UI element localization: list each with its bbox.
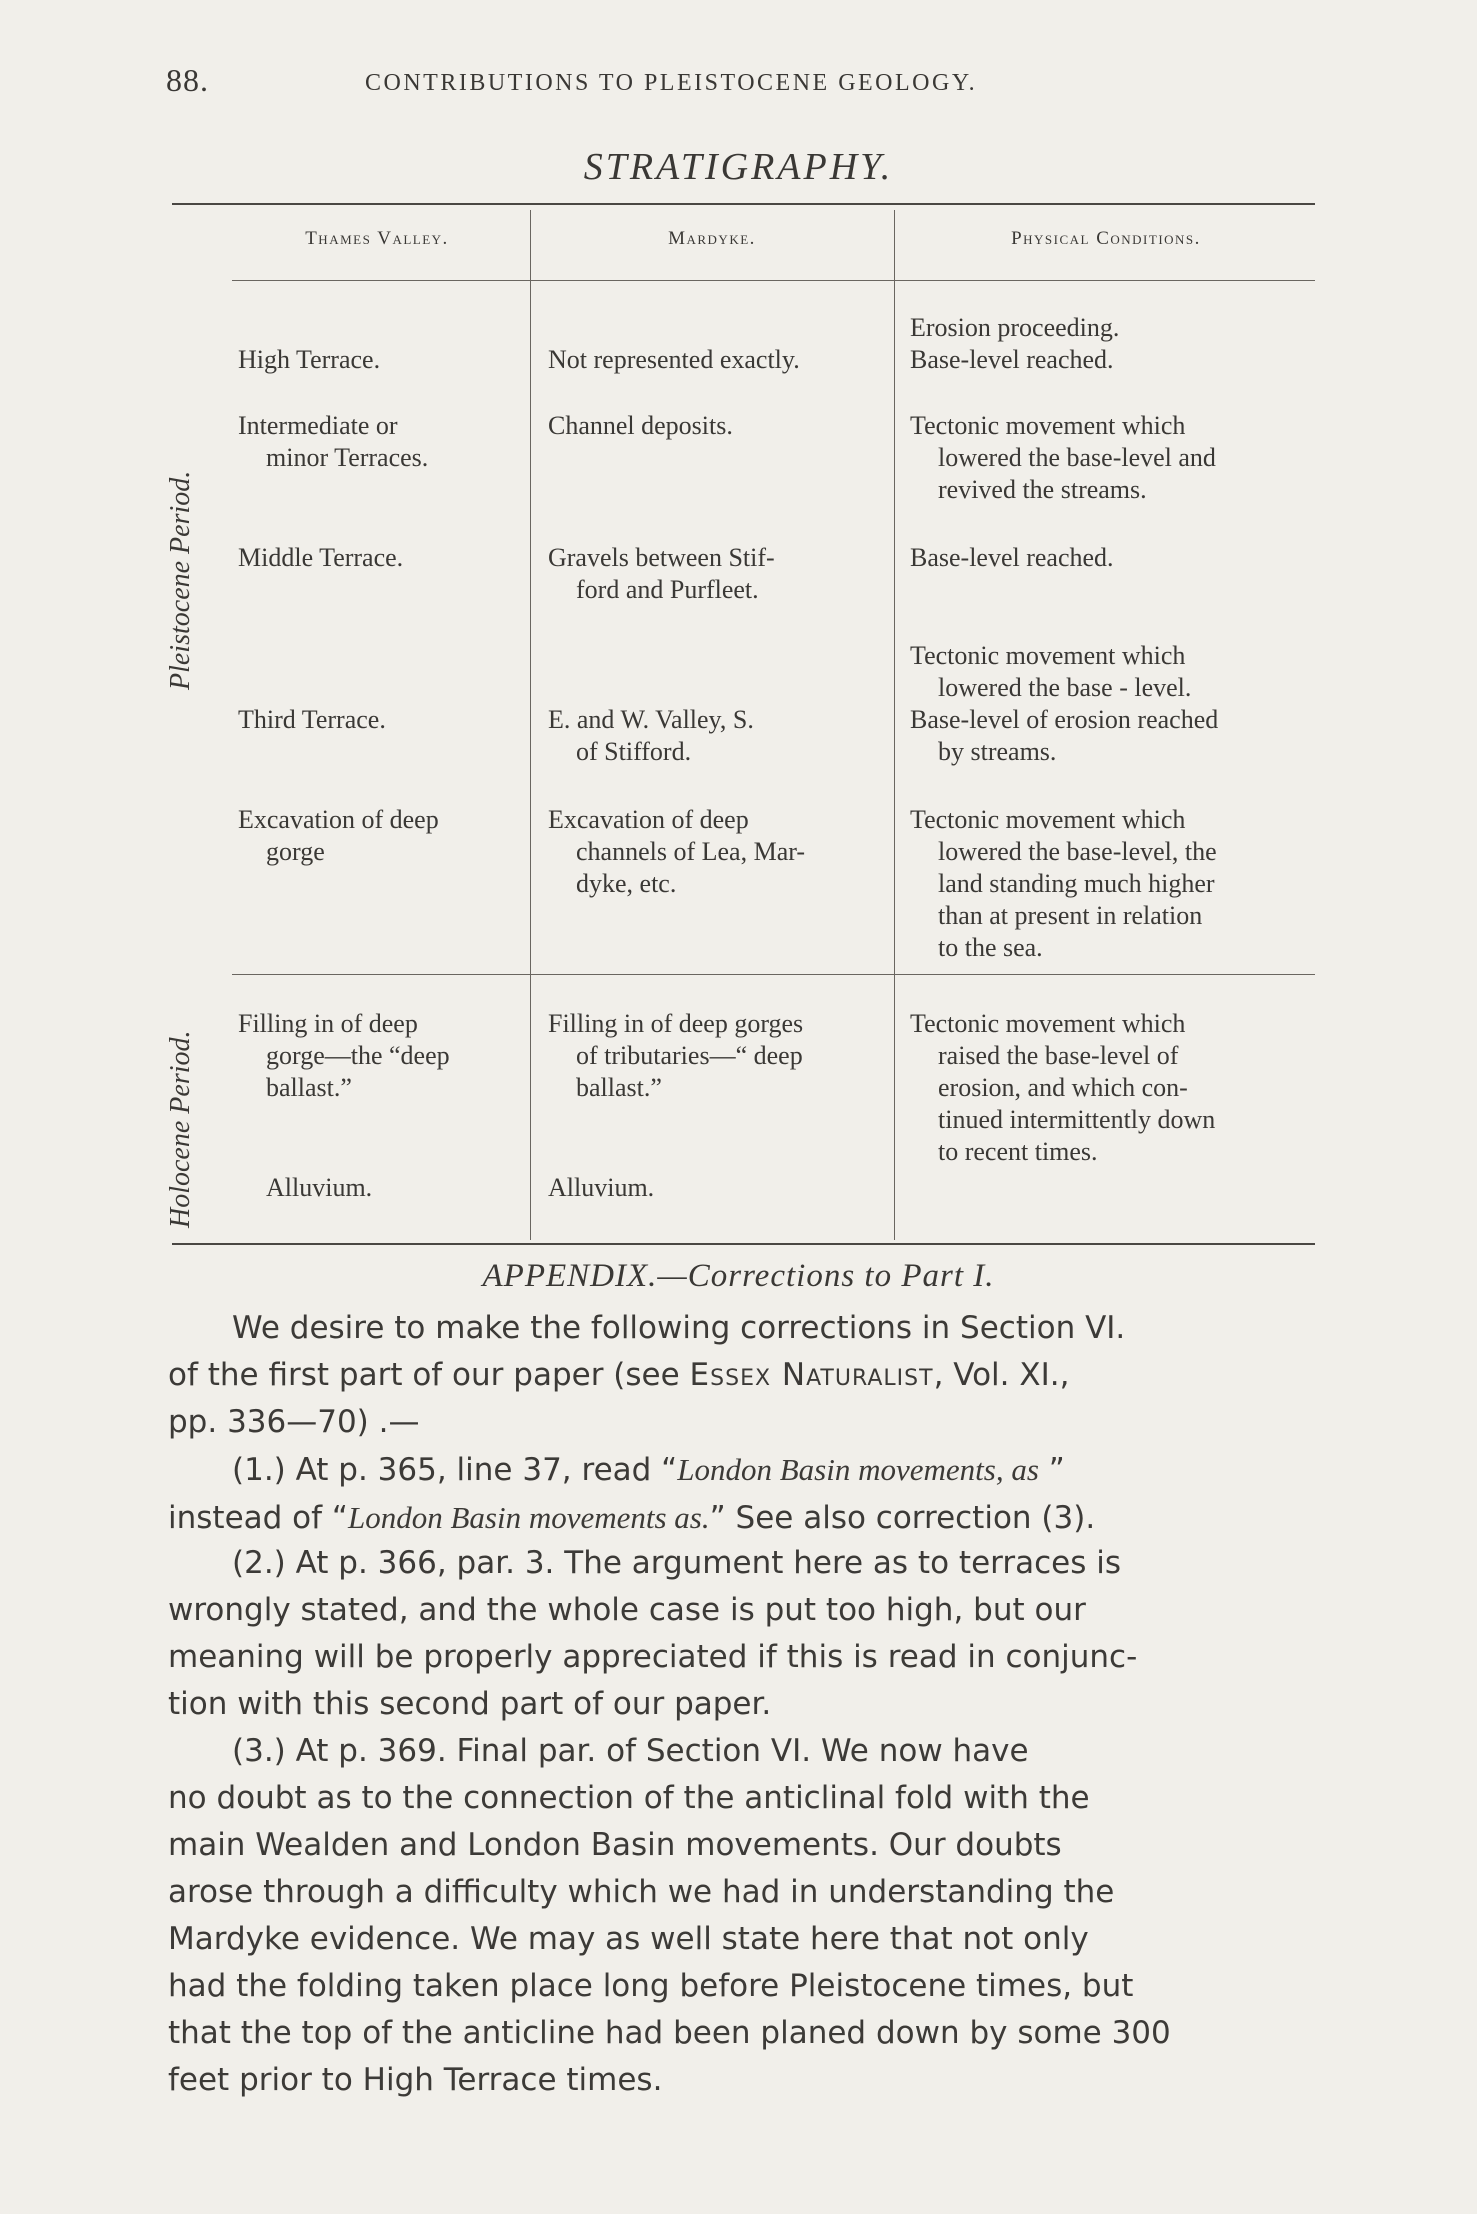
- text-line: that the top of the anticline had been planed down by some 300: [168, 2015, 1171, 2051]
- page-number: 88.: [166, 62, 209, 98]
- period-label-holocene: Holocene Period.: [165, 1030, 196, 1228]
- cell-line: dyke, etc.: [576, 869, 677, 898]
- cell-line: erosion, and which con-: [938, 1073, 1188, 1102]
- cell-line: than at present in relation: [938, 901, 1203, 930]
- text-line: We desire to make the following corrections in Section VI.: [232, 1310, 1126, 1346]
- text-line: main Wealden and London Basin movements. Our doubts: [168, 1827, 1062, 1863]
- table-cell: [548, 344, 800, 376]
- cell-line: to the sea.: [938, 933, 1043, 962]
- text-line: tion with this second part of our paper.: [168, 1686, 772, 1722]
- cell-line: Tectonic movement which: [910, 805, 1186, 834]
- text-line: [168, 1352, 1125, 1399]
- cell-line: to recent times.: [938, 1137, 1098, 1166]
- table-cell: [548, 704, 754, 768]
- column-header-mardyke: Mardyke.: [668, 228, 756, 249]
- cell-line: ballast.”: [266, 1073, 352, 1102]
- table-cell: [548, 1172, 654, 1204]
- text-line: (2.) At p. 366, par. 3. The argument here as to terraces is: [232, 1545, 1121, 1581]
- cell-line: lowered the base-level and: [938, 443, 1216, 472]
- cell-line: Gravels between Stif-: [548, 543, 775, 572]
- cell-line: Intermediate or: [238, 411, 398, 440]
- cell-line: tinued intermittently down: [938, 1105, 1216, 1134]
- column-header-physical: Physical Conditions.: [1011, 228, 1201, 249]
- table-top-rule: [172, 203, 1315, 205]
- cell-line: minor Terraces.: [266, 443, 429, 472]
- table-cell: [548, 1008, 803, 1104]
- cell-line: Not represented exactly.: [548, 345, 800, 374]
- cell-line: Excavation of deep: [548, 805, 749, 834]
- cell-line: Filling in of deep gorges: [548, 1009, 804, 1038]
- appendix-paragraph: [168, 1728, 1171, 2104]
- cell-line: gorge—the “deep: [266, 1041, 450, 1070]
- text-line: [168, 1446, 1095, 1494]
- cell-line: Middle Terrace.: [238, 543, 404, 572]
- appendix-title: APPENDIX.—Corrections to Part I.: [482, 1258, 995, 1294]
- table-header-rule: [232, 280, 1315, 281]
- column-divider: [894, 210, 895, 1240]
- table-title: STRATIGRAPHY.: [583, 146, 894, 188]
- cell-line: Tectonic movement which: [910, 1009, 1186, 1038]
- cell-line: channels of Lea, Mar-: [576, 837, 806, 866]
- table-cell: [548, 410, 733, 442]
- table-cell: [910, 1008, 1215, 1168]
- cell-line: Tectonic movement which: [910, 641, 1186, 670]
- cell-line: Base-level reached.: [910, 345, 1114, 374]
- text-line: meaning will be properly appreciated if this is read in conjunc-: [168, 1639, 1138, 1675]
- text-line: no doubt as to the connection of the anticlinal fold with the: [168, 1780, 1090, 1816]
- table-cell: [238, 344, 380, 376]
- table-cell: [238, 542, 403, 574]
- table-cell: [238, 410, 428, 474]
- cell-line: land standing much higher: [938, 869, 1215, 898]
- table-cell: [266, 1172, 372, 1204]
- text-run: ”: [1038, 1452, 1065, 1488]
- cell-line: Filling in of deep: [238, 1009, 418, 1038]
- cell-line: gorge: [266, 837, 325, 866]
- cell-line: raised the base-level of: [938, 1041, 1179, 1070]
- text-line: arose through a difficulty which we had in understanding the: [168, 1874, 1115, 1910]
- cell-line: by streams.: [938, 737, 1057, 766]
- cell-line: of Stifford.: [576, 737, 692, 766]
- table-cell: [238, 704, 386, 736]
- table-bottom-rule: [172, 1243, 1315, 1245]
- text-line: wrongly stated, and the whole case is put too high, but our: [168, 1592, 1086, 1628]
- quoted-phrase: London Basin movements as.: [347, 1500, 710, 1535]
- text-line: feet prior to High Terrace times.: [168, 2062, 663, 2098]
- cell-line: Excavation of deep: [238, 805, 439, 834]
- text-run: instead of “: [168, 1500, 348, 1536]
- cell-line: Base-level reached.: [910, 543, 1114, 572]
- cell-line: Base-level of erosion reached: [910, 705, 1219, 734]
- column-divider: [530, 210, 531, 1240]
- table-cell: [238, 804, 439, 868]
- table-cell: [910, 804, 1217, 964]
- table-cell: [238, 1008, 450, 1104]
- text-line: (3.) At p. 369. Final par. of Section VI. We now have: [232, 1733, 1029, 1769]
- period-label-pleistocene: Pleistocene Period.: [165, 470, 196, 690]
- cell-line: Alluvium.: [548, 1173, 655, 1202]
- cell-line: ford and Purfleet.: [576, 575, 759, 604]
- running-head: CONTRIBUTIONS TO PLEISTOCENE GEOLOGY.: [365, 70, 978, 96]
- cell-line: E. and W. Valley, S.: [548, 705, 754, 734]
- table-cell: [910, 312, 1119, 376]
- cell-line: of tributaries—“ deep: [576, 1041, 803, 1070]
- cell-line: Third Terrace.: [238, 705, 386, 734]
- table-cell: [910, 542, 1114, 574]
- table-cell: [910, 410, 1216, 506]
- cell-line: Tectonic movement which: [910, 411, 1186, 440]
- period-divider-rule: [232, 974, 1315, 975]
- cell-line: High Terrace.: [238, 345, 381, 374]
- text-run: of the first part of our paper (see: [168, 1357, 680, 1393]
- text-run: , Vol. XI.,: [933, 1357, 1070, 1393]
- appendix-paragraph: [168, 1540, 1137, 1728]
- text-line: had the folding taken place long before Pleistocene times, but: [168, 1968, 1134, 2004]
- text-line: pp. 336—70) .—: [168, 1404, 420, 1440]
- text-line: [168, 1494, 1095, 1542]
- quoted-phrase: London Basin movements, as: [677, 1452, 1039, 1487]
- table-cell: [910, 640, 1218, 768]
- appendix-paragraph: [168, 1446, 1095, 1542]
- cell-line: lowered the base-level, the: [938, 837, 1217, 866]
- cell-line: Channel deposits.: [548, 411, 733, 440]
- cell-line: Erosion proceeding.: [910, 313, 1120, 342]
- text-run: (1.) At p. 365, line 37, read “: [232, 1452, 678, 1488]
- cell-line: Alluvium.: [266, 1173, 373, 1202]
- journal-name: Essex Naturalist: [689, 1357, 934, 1393]
- table-cell: [548, 542, 775, 606]
- appendix-paragraph: [168, 1305, 1125, 1446]
- column-header-thames: Thames Valley.: [305, 228, 449, 249]
- cell-line: ballast.”: [576, 1073, 662, 1102]
- cell-line: revived the streams.: [938, 475, 1147, 504]
- table-cell: [548, 804, 805, 900]
- text-line: Mardyke evidence. We may as well state here that not only: [168, 1921, 1089, 1957]
- text-run: ” See also correction (3).: [709, 1500, 1096, 1536]
- cell-line: lowered the base - level.: [938, 673, 1192, 702]
